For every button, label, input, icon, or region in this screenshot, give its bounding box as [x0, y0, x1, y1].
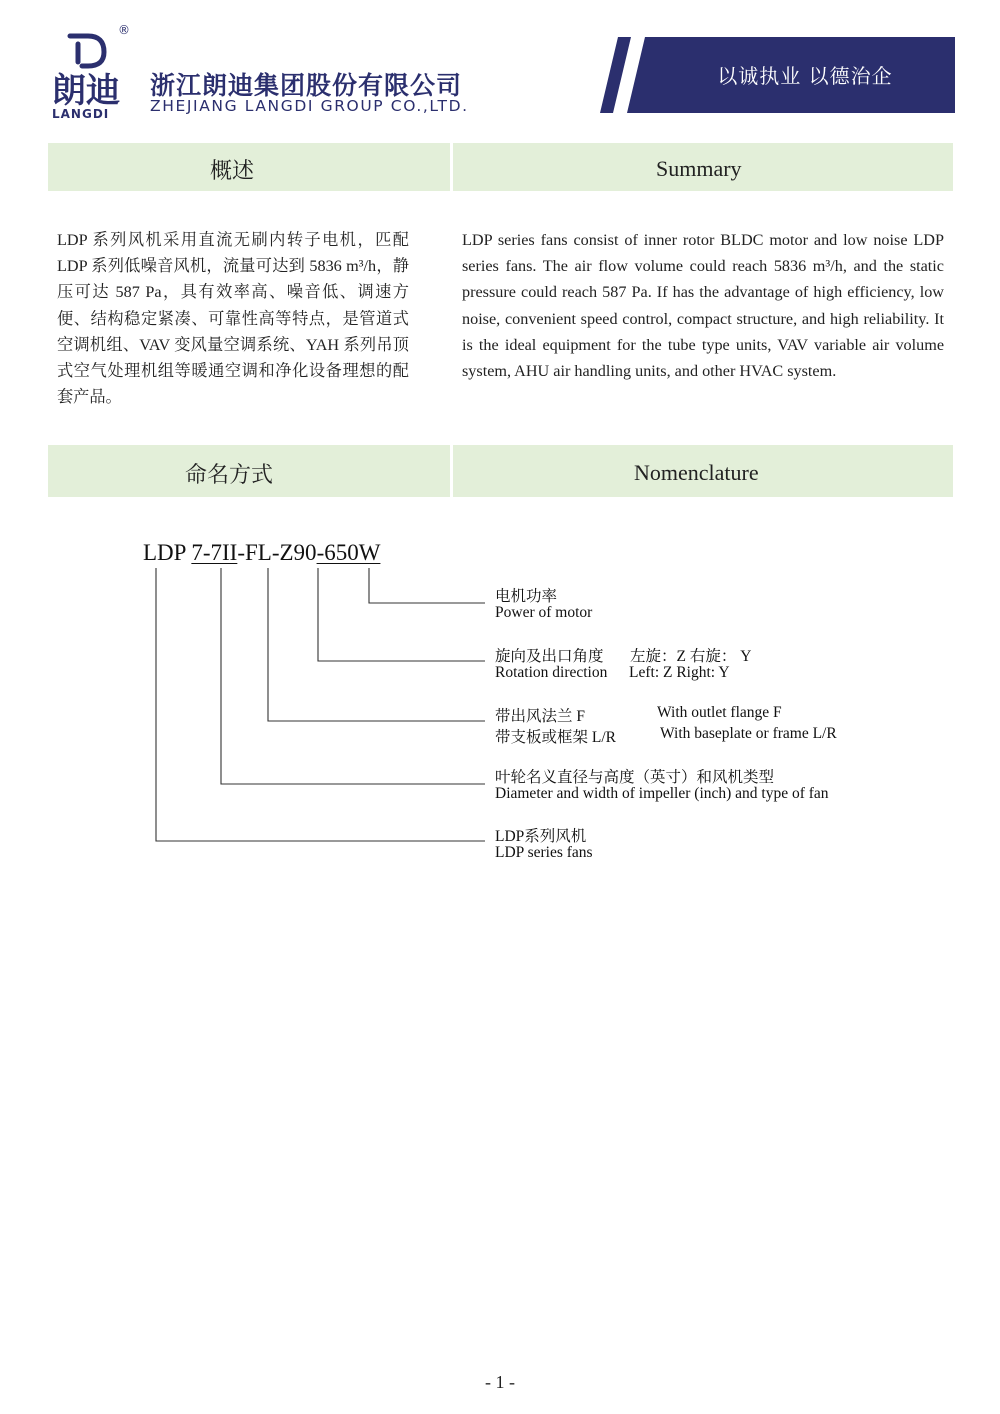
company-name-en: ZHEJIANG LANGDI GROUP CO.,LTD. — [150, 97, 469, 115]
label-impeller-cn: 叶轮名义直径与高度（英寸）和风机类型 — [495, 769, 775, 786]
company-name-cn: 浙江朗迪集团股份有限公司 — [150, 71, 463, 100]
label-impeller-en: Diameter and width of impeller (inch) and type of fan — [495, 785, 829, 802]
registered-mark: ® — [118, 23, 130, 37]
label-frame-cn: 带支板或框架 L/R — [495, 729, 616, 746]
model-part-series: LDP — [143, 540, 192, 565]
label-series-en: LDP series fans — [495, 844, 593, 861]
logo-sub-text: LANGDI — [52, 107, 110, 121]
model-part-rotation: -Z90 — [271, 540, 317, 565]
label-power-cn: 电机功率 — [495, 588, 558, 605]
label-rotation-en-values: Left: Z Right: Y — [629, 664, 730, 681]
label-rotation-cn: 旋向及出口角度 — [495, 648, 604, 665]
summary-title-cn: 概述 — [210, 159, 255, 184]
nomenclature-title-cn: 命名方式 — [185, 463, 274, 488]
label-rotation-cn-values: 左旋：Z 右旋： Y — [630, 648, 752, 665]
model-part-impeller: 7-7II — [191, 540, 238, 565]
summary-text-en: LDP series fans consist of inner rotor BLDC motor and low noise LDP series fans. The air flow volume could reach 5836 m³/h, and the static pressure could reach 587 Pa. If has the advantage of high efficiency, low noise, convenient speed control, compact structure, and high reliability. It is the ideal equipment for the tube type units, VAV variable air volume system, AHU air handling units, and other HVAC system. — [462, 231, 944, 381]
logo-glyph-text: 朗迪 — [52, 71, 120, 111]
label-series-cn: LDP系列风机 — [495, 828, 587, 845]
nomenclature-title-en: Nomenclature — [634, 460, 759, 485]
label-frame-en: With baseplate or frame L/R — [660, 725, 837, 742]
label-flange-cn: 带出风法兰 F — [495, 708, 585, 725]
label-power-en: Power of motor — [495, 604, 593, 621]
summary-title-en: Summary — [656, 156, 742, 181]
label-flange-en: With outlet flange F — [657, 704, 782, 721]
page-number: - 1 - — [485, 1372, 515, 1392]
label-rotation-en: Rotation direction — [495, 664, 608, 681]
model-part-flange: -FL — [237, 540, 272, 565]
model-part-power: -650W — [316, 540, 381, 565]
summary-text-cn: LDP 系列风机采用直流无刷内转子电机，匹配LDP 系列低噪音风机，流量可达到 5836 m³/h，静压可达 587 Pa，具有效率高、噪音低、调速方便、结构稳定紧凑、可靠性高等特点，是管道式空调机组、VAV 变风量空调系统、YAH 系列吊顶式空气处理机组等暖通空调和净化设备理想的配套产品。 — [57, 231, 409, 407]
slogan-text: 以诚执业 以德治企 — [717, 64, 893, 88]
